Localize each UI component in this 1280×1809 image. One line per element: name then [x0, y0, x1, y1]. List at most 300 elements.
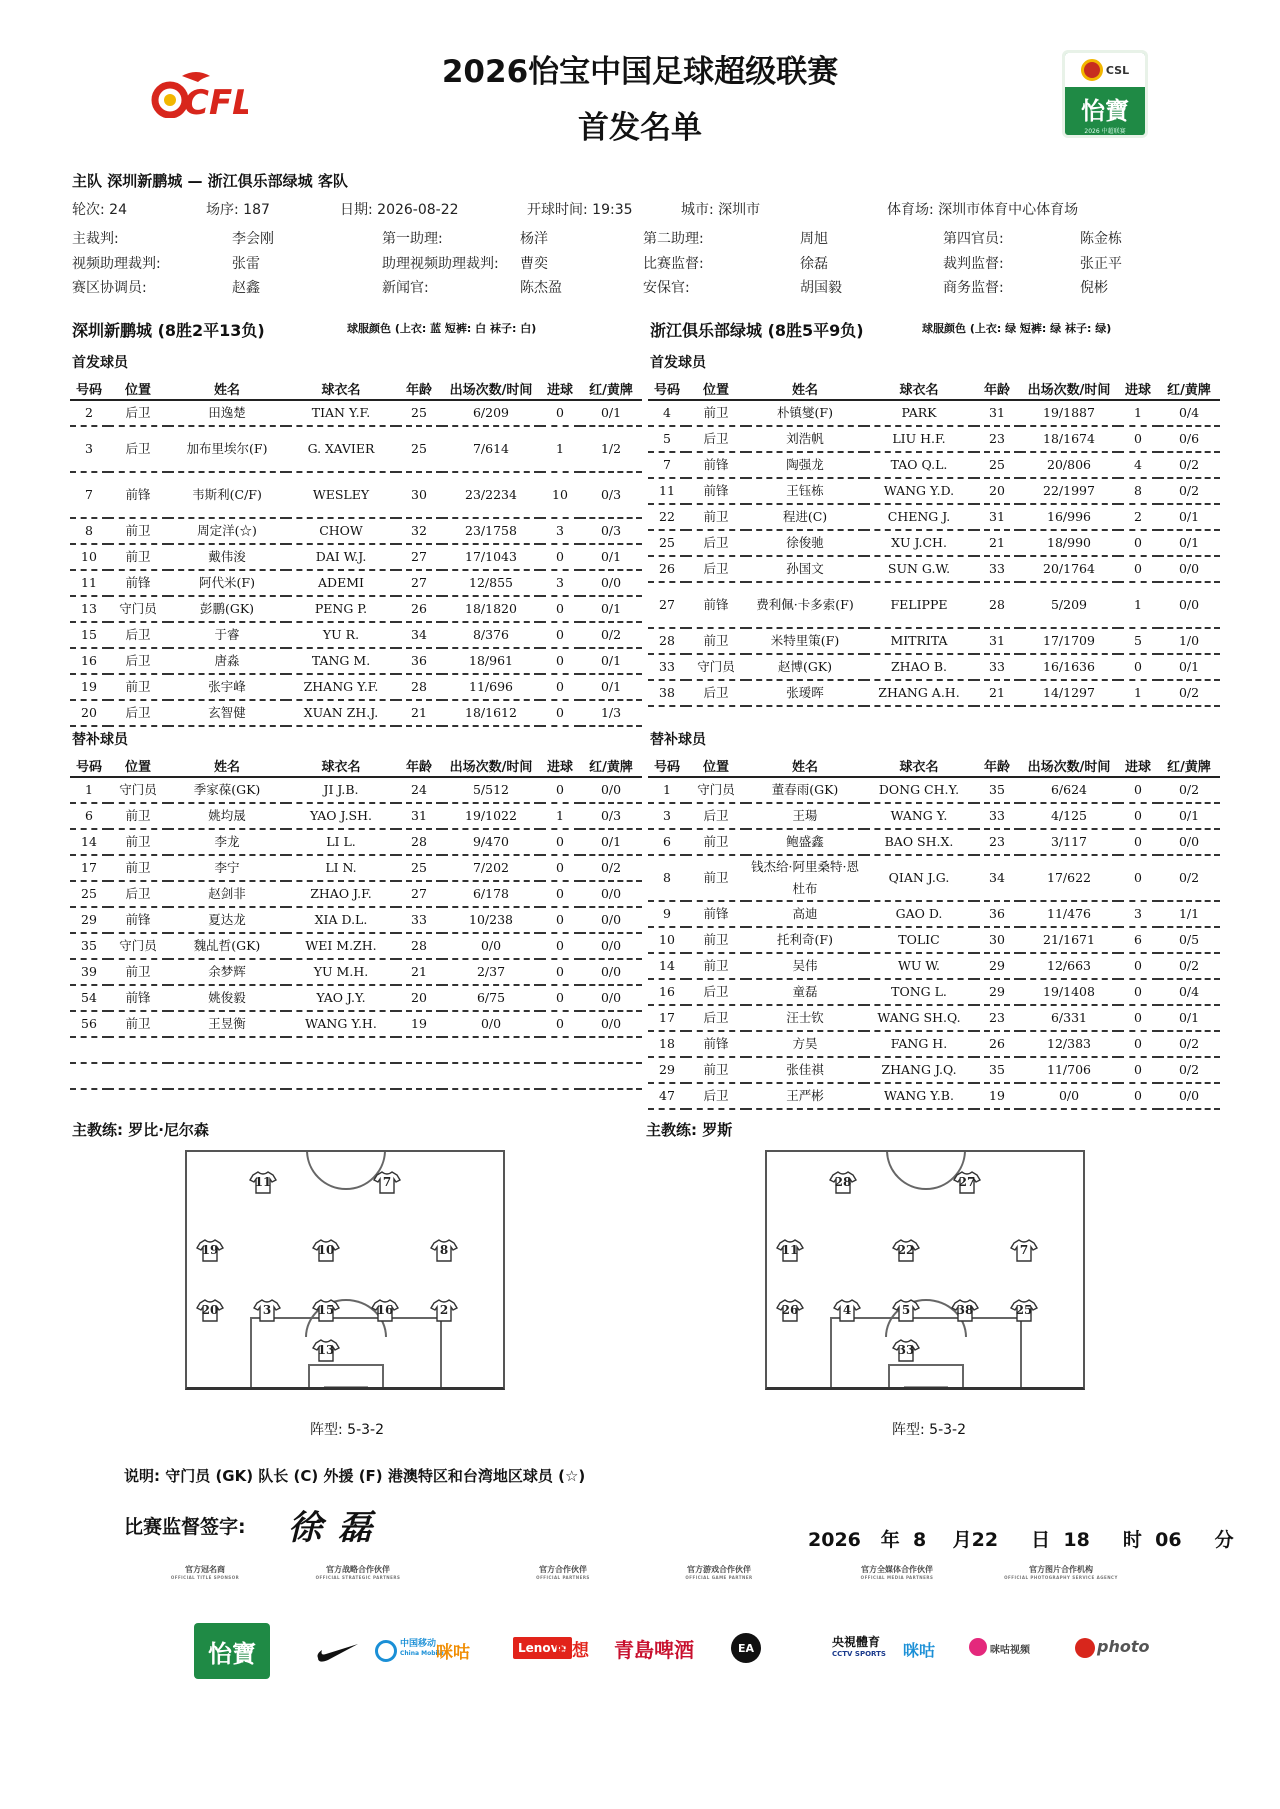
- shirt-name: XUAN ZH.J.: [286, 700, 396, 726]
- player-age: 36: [974, 901, 1020, 927]
- cards: 0/0: [1158, 582, 1220, 628]
- player-shirt-icon: [1010, 1238, 1038, 1262]
- goals: 1: [540, 803, 580, 829]
- player-name: 姚俊毅: [168, 985, 286, 1011]
- ic-photo-icon: [1075, 1638, 1095, 1658]
- player-position: 后卫: [108, 648, 168, 674]
- appearances: 6/624: [1020, 777, 1118, 803]
- cards: 0/1: [580, 829, 642, 855]
- player-position: 前锋: [108, 570, 168, 596]
- player-shirt-icon: [312, 1298, 340, 1322]
- player-name: 玄智健: [168, 700, 286, 726]
- shirt-number: 28: [834, 1175, 852, 1189]
- appearances: 19/1408: [1020, 979, 1118, 1005]
- appearances: 12/663: [1020, 953, 1118, 979]
- appearances: 12/855: [442, 570, 540, 596]
- player-number: 22: [648, 504, 686, 530]
- official-name: 陈杰盈: [520, 280, 562, 296]
- sponsor-category-label: 官方冠名商 OFFICIAL TITLE SPONSOR: [170, 1565, 240, 1580]
- csl-logo: CSL 怡寶 2026 中超联赛: [1062, 50, 1148, 138]
- nike-logo: [316, 1640, 360, 1668]
- player-shirt-icon: [312, 1338, 340, 1362]
- shirt-name: JI J.B.: [286, 777, 396, 803]
- stadium: 体育场: 深圳市体育中心体育场: [887, 202, 1079, 218]
- player-position: 前卫: [108, 959, 168, 985]
- cards: 0/2: [1158, 777, 1220, 803]
- official-role: 第四官员:: [943, 231, 1004, 247]
- player-position: 后卫: [686, 426, 746, 452]
- goals: 1: [1118, 582, 1158, 628]
- player-name: 李宁: [168, 855, 286, 881]
- away-formation-pitch: [765, 1150, 1085, 1390]
- player-number: 10: [70, 544, 108, 570]
- player-age: 20: [974, 478, 1020, 504]
- player-row: [70, 622, 642, 648]
- official-role: 赛区协调员:: [72, 280, 147, 296]
- shirt-number: 5: [901, 1303, 911, 1317]
- player-position: [108, 1063, 168, 1089]
- player-name: 彭鹏(GK): [168, 596, 286, 622]
- goals: 0: [1118, 556, 1158, 582]
- column-header: 姓名: [746, 755, 864, 777]
- cards: 1/3: [580, 700, 642, 726]
- player-position: 前卫: [686, 829, 746, 855]
- player-name: [168, 1037, 286, 1063]
- appearances: 8/376: [442, 622, 540, 648]
- player-row: [70, 1011, 642, 1037]
- shirt-name: TANG M.: [286, 648, 396, 674]
- player-number: 14: [648, 953, 686, 979]
- player-position: 前卫: [108, 855, 168, 881]
- player-age: 35: [974, 1057, 1020, 1083]
- yibao-logo: 怡寶: [194, 1623, 270, 1679]
- player-row: [648, 1057, 1220, 1083]
- player-name: 刘浩帆: [746, 426, 864, 452]
- player-shirt-icon: [953, 1170, 981, 1194]
- player-name: 高迪: [746, 901, 864, 927]
- player-row: [648, 504, 1220, 530]
- player-position: 后卫: [686, 680, 746, 706]
- cards: 0/0: [580, 777, 642, 803]
- cards: 0/2: [1158, 1057, 1220, 1083]
- player-name: 王钰栋: [746, 478, 864, 504]
- player-age: 23: [974, 426, 1020, 452]
- player-name: 张瑷晖: [746, 680, 864, 706]
- appearances: 17/1043: [442, 544, 540, 570]
- shirt-name: LI L.: [286, 829, 396, 855]
- player-number: 10: [648, 927, 686, 953]
- goals: 0: [540, 400, 580, 426]
- shirt-name: SUN G.W.: [864, 556, 974, 582]
- shirt-name: YAO J.SH.: [286, 803, 396, 829]
- shirt-number: 11: [254, 1175, 272, 1189]
- cards: [580, 1037, 642, 1063]
- cards: [580, 1063, 642, 1089]
- player-row: [70, 1037, 642, 1063]
- shirt-name: [286, 1063, 396, 1089]
- appearances: 18/990: [1020, 530, 1118, 556]
- official-role: 第二助理:: [643, 231, 704, 247]
- sponsor-category-label: 官方全媒体合作伙伴 OFFICIAL MEDIA PARTNERS: [860, 1565, 934, 1580]
- sponsor-category-label: 官方游戏合作伙伴 OFFICIAL GAME PARTNER: [685, 1565, 753, 1580]
- goals: 0: [1118, 1057, 1158, 1083]
- official-name: 赵鑫: [232, 280, 260, 296]
- player-position: 前卫: [686, 953, 746, 979]
- player-age: 19: [396, 1011, 442, 1037]
- migu2-logo: 咪咕: [903, 1641, 936, 1660]
- shirt-name: LI N.: [286, 855, 396, 881]
- player-position: 前锋: [108, 472, 168, 518]
- appearances: 6/178: [442, 881, 540, 907]
- legend-note: 说明: 守门员 (GK) 队长 (C) 外援 (F) 港澳特区和台湾地区球员 (☆): [124, 1467, 586, 1485]
- supervisor-signature-label: 比赛监督签字:: [124, 1516, 246, 1538]
- player-name: 李龙: [168, 829, 286, 855]
- player-number: [70, 1037, 108, 1063]
- player-age: 29: [974, 979, 1020, 1005]
- player-row: [70, 518, 642, 544]
- player-position: 后卫: [686, 556, 746, 582]
- shirt-name: YU M.H.: [286, 959, 396, 985]
- player-number: 56: [70, 1011, 108, 1037]
- away-starters-table: [648, 378, 1220, 707]
- player-position: 后卫: [108, 881, 168, 907]
- column-header: 号码: [648, 378, 686, 400]
- player-number: [70, 1063, 108, 1089]
- player-age: 31: [396, 803, 442, 829]
- player-name: 徐俊驰: [746, 530, 864, 556]
- player-name: 钱杰给·阿里桑特·恩杜布: [746, 855, 864, 901]
- player-row: [70, 881, 642, 907]
- appearances: 4/125: [1020, 803, 1118, 829]
- player-shirt-icon: [253, 1298, 281, 1322]
- appearances: 11/696: [442, 674, 540, 700]
- player-position: 后卫: [686, 979, 746, 1005]
- column-header: 年龄: [396, 378, 442, 400]
- player-shirt-icon: [249, 1170, 277, 1194]
- appearances: 19/1887: [1020, 400, 1118, 426]
- player-position: 前锋: [108, 907, 168, 933]
- player-position: 前卫: [686, 400, 746, 426]
- cards: 0/1: [580, 674, 642, 700]
- appearances: 20/1764: [1020, 556, 1118, 582]
- lenovo-logo: Lenovo: [513, 1637, 572, 1659]
- player-number: 29: [70, 907, 108, 933]
- goals: 0: [1118, 1005, 1158, 1031]
- player-name: 魏乩哲(GK): [168, 933, 286, 959]
- goals: 3: [540, 518, 580, 544]
- player-age: 25: [396, 400, 442, 426]
- official-role: 视频助理裁判:: [72, 256, 161, 272]
- official-name: 张雷: [232, 256, 260, 272]
- shirt-name: WEI M.ZH.: [286, 933, 396, 959]
- player-age: 25: [396, 426, 442, 472]
- appearances: 9/470: [442, 829, 540, 855]
- player-position: 前卫: [108, 674, 168, 700]
- goals: 6: [1118, 927, 1158, 953]
- player-row: [648, 829, 1220, 855]
- player-position: 守门员: [686, 654, 746, 680]
- player-row: [648, 530, 1220, 556]
- player-age: 20: [396, 985, 442, 1011]
- shirt-number: 22: [897, 1243, 915, 1257]
- appearances: 19/1022: [442, 803, 540, 829]
- player-position: 前锋: [686, 478, 746, 504]
- cards: 0/1: [1158, 1005, 1220, 1031]
- goals: 0: [540, 881, 580, 907]
- player-age: [396, 1037, 442, 1063]
- shirt-name: WANG Y.H.: [286, 1011, 396, 1037]
- player-position: [108, 1037, 168, 1063]
- player-number: 27: [648, 582, 686, 628]
- appearances: 5/512: [442, 777, 540, 803]
- goals: 0: [540, 674, 580, 700]
- appearances: 18/1674: [1020, 426, 1118, 452]
- player-shirt-icon: [892, 1238, 920, 1262]
- shirt-number: 15: [317, 1303, 335, 1317]
- shirt-name: GAO D.: [864, 901, 974, 927]
- goals: 0: [540, 622, 580, 648]
- player-position: 前锋: [686, 582, 746, 628]
- column-header: 红/黄牌: [1158, 378, 1220, 400]
- player-position: 前锋: [686, 901, 746, 927]
- lenovo-cn-logo: 联想: [555, 1641, 589, 1661]
- player-number: 17: [648, 1005, 686, 1031]
- player-shirt-icon: [951, 1298, 979, 1322]
- player-row: [648, 400, 1220, 426]
- player-shirt-icon: [829, 1170, 857, 1194]
- cards: 0/6: [1158, 426, 1220, 452]
- shirt-number: 10: [317, 1243, 335, 1257]
- player-number: 19: [70, 674, 108, 700]
- appearances: 18/1612: [442, 700, 540, 726]
- official-name: 陈金栋: [1080, 231, 1122, 247]
- match-number: 场序: 187: [206, 202, 270, 218]
- goals: 0: [540, 933, 580, 959]
- player-row: [648, 901, 1220, 927]
- cards: 0/1: [1158, 654, 1220, 680]
- player-name: 程进(C): [746, 504, 864, 530]
- column-header: 年龄: [396, 755, 442, 777]
- player-age: 23: [974, 1005, 1020, 1031]
- column-header: 球衣名: [864, 755, 974, 777]
- player-row: [70, 674, 642, 700]
- appearances: 0/0: [442, 1011, 540, 1037]
- player-number: 26: [648, 556, 686, 582]
- player-name: 吴伟: [746, 953, 864, 979]
- home-formation: 阵型: 5-3-2: [310, 1422, 384, 1438]
- player-row: [648, 927, 1220, 953]
- player-number: 16: [70, 648, 108, 674]
- appearances: 14/1297: [1020, 680, 1118, 706]
- shirt-number: 7: [382, 1175, 392, 1189]
- player-row: [70, 400, 642, 426]
- player-position: 前卫: [108, 803, 168, 829]
- player-position: 后卫: [108, 622, 168, 648]
- player-position: 后卫: [108, 700, 168, 726]
- shirt-name: WESLEY: [286, 472, 396, 518]
- player-row: [70, 648, 642, 674]
- player-name: 孙国文: [746, 556, 864, 582]
- shirt-name: XU J.CH.: [864, 530, 974, 556]
- column-header: 球衣名: [864, 378, 974, 400]
- home-coach: 主教练: 罗比·尼尔森: [72, 1121, 209, 1139]
- shirt-name: G. XAVIER: [286, 426, 396, 472]
- player-age: 31: [974, 628, 1020, 654]
- cards: 0/3: [580, 472, 642, 518]
- column-header: 号码: [70, 755, 108, 777]
- column-header: 号码: [648, 755, 686, 777]
- appearances: 21/1671: [1020, 927, 1118, 953]
- goals: [540, 1037, 580, 1063]
- sponsor-category-label: 官方合作伙伴 OFFICIAL PARTNERS: [536, 1565, 590, 1580]
- player-row: [648, 1083, 1220, 1109]
- shirt-name: YU R.: [286, 622, 396, 648]
- player-number: 1: [70, 777, 108, 803]
- official-name: 张正平: [1080, 256, 1122, 272]
- player-age: 28: [396, 829, 442, 855]
- player-number: 3: [648, 803, 686, 829]
- official-role: 第一助理:: [382, 231, 443, 247]
- player-position: 后卫: [108, 400, 168, 426]
- column-header: 出场次数/时间: [1020, 378, 1118, 400]
- player-row: [648, 628, 1220, 654]
- player-name: 于睿: [168, 622, 286, 648]
- goals: 0: [1118, 855, 1158, 901]
- shirt-name: MITRITA: [864, 628, 974, 654]
- shirt-name: ZHAO B.: [864, 654, 974, 680]
- player-position: 后卫: [686, 530, 746, 556]
- player-position: 守门员: [686, 777, 746, 803]
- official-name: 胡国毅: [800, 280, 842, 296]
- player-position: 前卫: [108, 544, 168, 570]
- kickoff-time: 开球时间: 19:35: [527, 202, 633, 218]
- player-name: 姚均晟: [168, 803, 286, 829]
- player-name: 赵博(GK): [746, 654, 864, 680]
- shirt-name: DONG CH.Y.: [864, 777, 974, 803]
- player-age: 25: [974, 452, 1020, 478]
- official-role: 裁判监督:: [943, 256, 1004, 272]
- player-position: 守门员: [108, 596, 168, 622]
- cards: 0/0: [1158, 556, 1220, 582]
- player-name: 董春雨(GK): [746, 777, 864, 803]
- cfl-logo: [148, 70, 248, 118]
- goals: 0: [1118, 829, 1158, 855]
- player-shirt-icon: [833, 1298, 861, 1322]
- player-age: 28: [396, 933, 442, 959]
- appearances: 18/961: [442, 648, 540, 674]
- goals: 0: [540, 777, 580, 803]
- column-header: 球衣名: [286, 378, 396, 400]
- player-position: 前卫: [108, 829, 168, 855]
- away-starters-label: 首发球员: [650, 355, 706, 371]
- appearances: 23/2234: [442, 472, 540, 518]
- player-age: 28: [396, 674, 442, 700]
- player-number: 13: [70, 596, 108, 622]
- player-shirt-icon: [312, 1238, 340, 1262]
- player-name: 鲍盛鑫: [746, 829, 864, 855]
- player-shirt-icon: [373, 1170, 401, 1194]
- goals: 0: [540, 1011, 580, 1037]
- player-row: [70, 829, 642, 855]
- cards: 0/1: [580, 596, 642, 622]
- player-name: 汪士钦: [746, 1005, 864, 1031]
- player-row: [70, 1063, 642, 1089]
- goals: 1: [1118, 680, 1158, 706]
- player-position: 后卫: [686, 803, 746, 829]
- player-position: 前锋: [686, 1031, 746, 1057]
- goals: 0: [540, 959, 580, 985]
- ea-logo: EA: [731, 1633, 761, 1663]
- goals: 1: [1118, 400, 1158, 426]
- shirt-name: [286, 1037, 396, 1063]
- goals: 0: [540, 907, 580, 933]
- player-row: [648, 953, 1220, 979]
- china-mobile-text: 中国移动: [400, 1639, 437, 1649]
- home-subs-label: 替补球员: [72, 732, 128, 748]
- player-number: 7: [70, 472, 108, 518]
- shirt-name: FELIPPE: [864, 582, 974, 628]
- cards: 0/5: [1158, 927, 1220, 953]
- player-row: [648, 855, 1220, 901]
- appearances: 2/37: [442, 959, 540, 985]
- column-header: 姓名: [746, 378, 864, 400]
- player-age: 33: [974, 556, 1020, 582]
- column-header: 出场次数/时间: [442, 378, 540, 400]
- player-name: 季家葆(GK): [168, 777, 286, 803]
- player-row: [70, 700, 642, 726]
- player-position: 守门员: [108, 777, 168, 803]
- shirt-name: WANG Y.: [864, 803, 974, 829]
- player-row: [648, 777, 1220, 803]
- official-name: 徐磊: [800, 256, 828, 272]
- svg-text:CFL: CFL: [184, 83, 248, 118]
- cards: 0/2: [1158, 855, 1220, 901]
- player-position: 前锋: [686, 452, 746, 478]
- player-age: 34: [974, 855, 1020, 901]
- goals: 0: [540, 648, 580, 674]
- sponsor-category-label: 官方图片合作机构 OFFICIAL PHOTOGRAPHY SERVICE AGENCY: [1004, 1565, 1118, 1580]
- shirt-number: 4: [842, 1303, 852, 1317]
- home-formation-pitch: [185, 1150, 505, 1390]
- player-row: [648, 452, 1220, 478]
- player-row: [648, 803, 1220, 829]
- player-row: [70, 803, 642, 829]
- player-age: 34: [396, 622, 442, 648]
- cards: 0/1: [1158, 530, 1220, 556]
- player-position: 后卫: [108, 426, 168, 472]
- away-formation: 阵型: 5-3-2: [892, 1422, 966, 1438]
- shirt-number: 25: [1015, 1303, 1033, 1317]
- player-number: 33: [648, 654, 686, 680]
- player-name: 托利奇(F): [746, 927, 864, 953]
- appearances: 23/1758: [442, 518, 540, 544]
- player-number: 1: [648, 777, 686, 803]
- player-name: 王昱衡: [168, 1011, 286, 1037]
- player-age: 19: [974, 1083, 1020, 1109]
- goals: 0: [540, 855, 580, 881]
- player-number: 9: [648, 901, 686, 927]
- cctv-sports-logo: 央視體育: [832, 1635, 881, 1649]
- player-number: 14: [70, 829, 108, 855]
- cctv-sports-en: CCTV SPORTS: [832, 1650, 886, 1658]
- player-number: 11: [648, 478, 686, 504]
- player-number: 11: [70, 570, 108, 596]
- player-number: 47: [648, 1083, 686, 1109]
- player-row: [70, 777, 642, 803]
- player-position: 后卫: [686, 1083, 746, 1109]
- table-header: [70, 378, 642, 400]
- goals: 0: [540, 829, 580, 855]
